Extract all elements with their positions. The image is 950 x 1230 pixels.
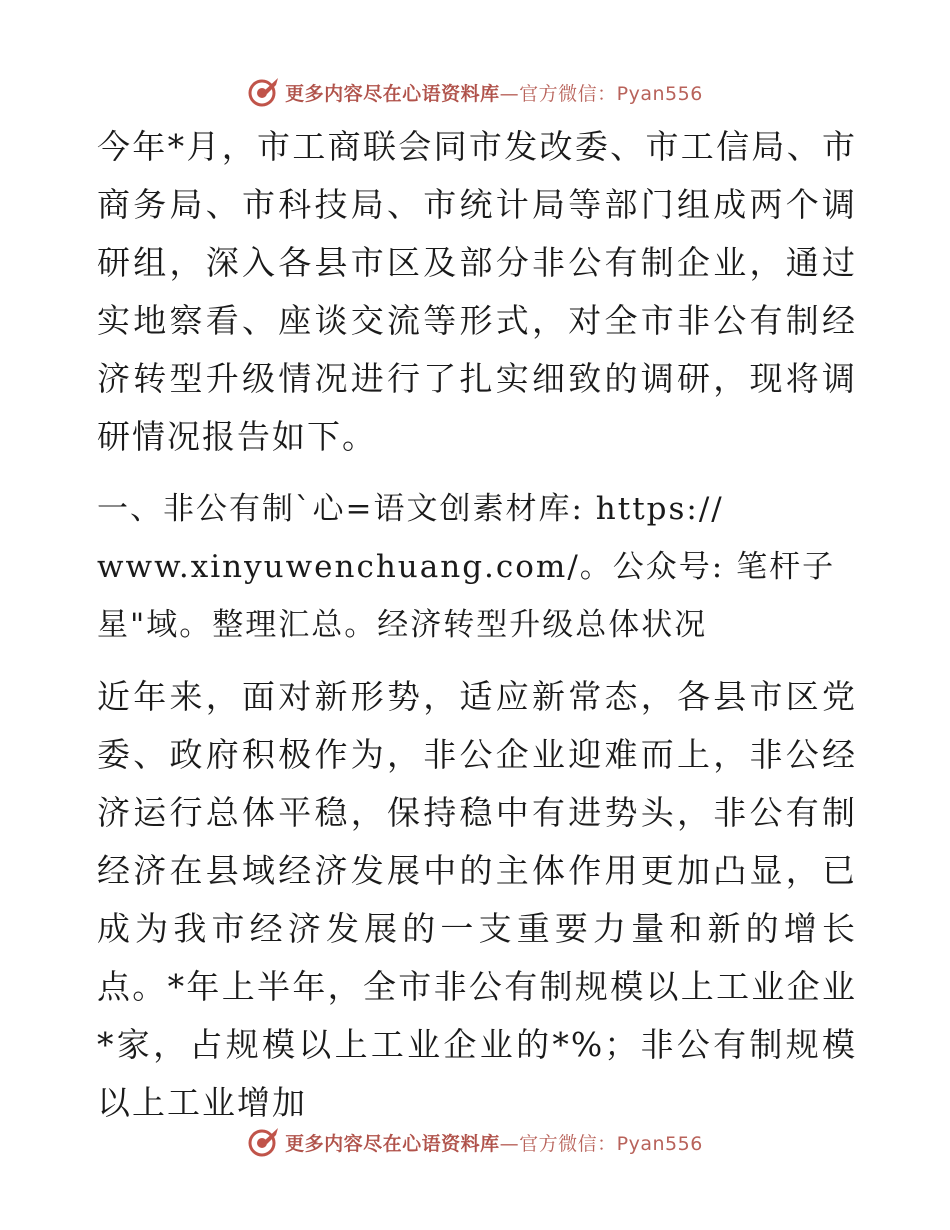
wechat-label: 官方微信：Pyan556 <box>519 1132 703 1155</box>
intro-paragraph: 今年*月，市工商联会同市发改委、市工信局、市商务局、市科技局、市统计局等部门组成两个调研组，深入各县市区及部分非公有制企业，通过实地察看、座谈交流等形式，对全市非公有制经济转型升级情况进行了扎实细致的调研，现将调研情况报告如下。 <box>97 127 857 456</box>
section-heading-line-1: 一、非公有制`心=语文创素材库: https:// <box>97 491 724 527</box>
site-name: 更多内容尽在心语资料库 <box>285 1132 500 1155</box>
banner-dash: — <box>499 1132 520 1155</box>
body-paragraph: 近年来，面对新形势，适应新常态，各县市区党委、政府积极作为，非公企业迎难而上，非公经济运行总体平稳，保持稳中有进势头，非公有制经济在县域经济发展中的主体作用更加凸显，已成为我市经济发展的一支重要力量和新的增长点。*年上半年，全市非公有制规模以上工业企业*家，占规模以上工业企业的*%；非公有制规模以上工业增加 <box>97 677 857 1122</box>
footer-banner <box>0 1120 950 1164</box>
header-banner-text <box>285 79 703 106</box>
quill-logo-icon <box>247 1125 281 1159</box>
wechat-label: 官方微信：Pyan556 <box>519 82 703 105</box>
banner-dash: — <box>499 82 520 105</box>
section-heading-line-2: www.xinyuwenchuang.com/。公众号: 笔杆子 <box>97 549 836 585</box>
footer-banner-text <box>285 1129 703 1156</box>
quill-logo-icon <box>247 75 281 109</box>
section-heading-line-3: 星"域。整理汇总。经济转型升级总体状况 <box>97 607 708 643</box>
document-body <box>97 118 857 1132</box>
header-banner <box>0 70 950 114</box>
site-name: 更多内容尽在心语资料库 <box>285 82 500 105</box>
